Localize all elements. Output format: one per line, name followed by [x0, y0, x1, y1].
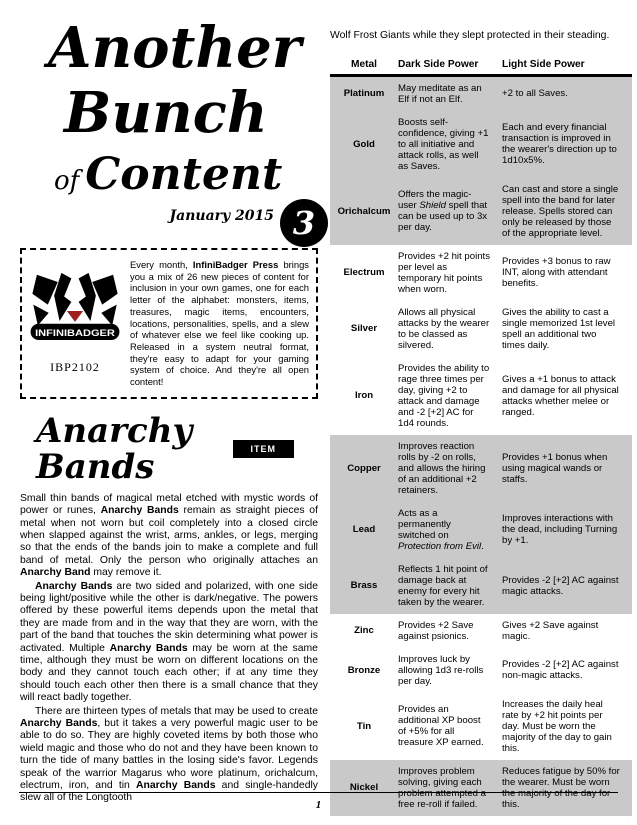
light-side-power-cell: Gives +2 Save against magic. — [502, 619, 599, 642]
table-row — [330, 693, 632, 760]
issue-date: January 2015 — [169, 208, 274, 224]
article-body — [20, 493, 318, 805]
light-side-power-cell: Provides -2 [+2] AC against non-magic attacks. — [502, 659, 619, 682]
dark-side-power-cell: Offers the magic-user Shield spell that can be used up to 3x per day. — [398, 189, 488, 234]
metal-name-cell: Platinum — [343, 88, 385, 100]
metal-name-cell: Brass — [350, 580, 378, 592]
dark-side-power-cell: May meditate as an Elf if not an Elf. — [398, 82, 482, 105]
metal-name-cell: Bronze — [347, 664, 381, 676]
metal-name-cell: Nickel — [349, 782, 379, 794]
dark-side-power-cell: Provides the ability to rage three times per day, giving +2 to attack and damage and -2 [+2] AC for 1d4 rounds. — [398, 362, 490, 429]
light-side-power-cell: +2 to all Saves. — [502, 88, 568, 100]
table-row — [330, 111, 632, 178]
article-title: Anarchy Bands — [36, 410, 193, 487]
issue-number: 3 — [292, 204, 316, 242]
item-type-badge: ITEM — [233, 440, 295, 458]
table-row — [330, 435, 632, 502]
product-code: IBP2102 — [50, 359, 100, 374]
table-row — [330, 502, 632, 558]
masthead-title-line-3 — [54, 150, 318, 206]
table-row — [330, 648, 632, 693]
continued-paragraph: Wolf Frost Giants while they slept protected in their steading. — [330, 30, 610, 41]
table-row — [330, 178, 632, 245]
article-paragraph: Anarchy Bands are two sided and polarized, with one side being light/positive while the other is dark/negative. The powers offered by these powerful items depends upon the metal that they are made from and in the way that they are worn, with the part of the band that touches the skin determining what power is activated. Multiple Anarchy Bands may be worn at the same time, although they must be worn on different locations on the body and they cannot touch each other; if at any time they should touch each other then there is a small chance that they will react badly together. — [20, 580, 318, 704]
table-header-row — [330, 59, 632, 76]
light-side-power-cell: Reduces fatigue by 50% for the wearer. Must be worn the majority of the day for this. — [502, 765, 620, 810]
table-row — [330, 357, 632, 435]
light-side-power-cell: Each and every financial transaction is improved in the wearer's direction up to 1d10x5%. — [502, 122, 617, 167]
metals-table — [330, 59, 632, 816]
dark-side-power-cell: Provides +2 Save against psionics. — [398, 619, 474, 642]
metal-name-cell: Electrum — [343, 267, 385, 279]
metal-name-cell: Gold — [353, 138, 375, 150]
light-side-power-cell: Can cast and store a single spell into the band for later release. Spells stored can only be released by those of the appropriate level. — [502, 183, 619, 239]
column-header-metal: Metal — [330, 59, 398, 76]
dark-side-power-cell: Improves luck by allowing 1d3 re-rolls per day. — [398, 653, 484, 687]
metal-name-cell: Lead — [352, 524, 376, 536]
masthead-title-of: of — [54, 166, 80, 196]
metal-name-cell: Orichalcum — [337, 205, 391, 217]
metal-name-cell: Zinc — [354, 625, 374, 637]
column-header-light: Light Side Power — [502, 59, 632, 76]
dark-side-power-cell: Improves problem solving, giving each problem attempted a free re-roll if failed. — [398, 765, 486, 810]
article-header — [20, 410, 318, 487]
masthead — [20, 15, 318, 242]
dark-side-power-cell: Provides +2 hit points per level as temporary hit points when worn. — [398, 250, 490, 295]
page-number: 1 — [315, 799, 322, 811]
table-row — [330, 245, 632, 301]
dark-side-power-cell: Provides an additional XP boost of +5% for all treasure XP earned. — [398, 704, 484, 749]
publisher-blurb: Every month, InfiniBadger Press brings you a mix of 26 new pieces of content for inclusion in your own games, one for each letter of the alphabet: monsters, items, treasures, magic items, encounters, locations, personalities, spells, and a slew of whatever else we feel like cooking up. Released in a system neutral format, they're easy to adapt for your gaming system of choice. And they're all open content! — [130, 259, 309, 388]
badger-nose — [67, 311, 83, 322]
masthead-title-content: Content — [85, 149, 283, 200]
issue-number-badge — [280, 199, 328, 247]
masthead-title-line-1: Another — [48, 15, 302, 81]
light-side-power-cell: Increases the daily heal rate by +2 hit points per day. Must be worn the majority of the day to gain this. — [502, 698, 612, 754]
table-row — [330, 75, 632, 111]
light-side-power-cell: Provides -2 [+2] AC against magic attacks. — [502, 574, 619, 597]
dark-side-power-cell: Acts as a permanently switched on Protection from Evil. — [398, 507, 484, 552]
dark-side-power-cell: Boosts self-confidence, giving +1 to all initiative and attack rolls, as well as Saves. — [398, 116, 489, 172]
light-side-power-cell: Provides +3 bonus to raw INT, along with attendant benefits. — [502, 256, 611, 290]
right-column — [330, 30, 632, 816]
metal-name-cell: Copper — [347, 462, 381, 474]
metal-name-cell: Silver — [350, 323, 378, 335]
logo-wordmark: INFINIBADGER — [35, 327, 116, 338]
table-row — [330, 558, 632, 614]
dark-side-power-cell: Allows all physical attacks by the wearer to be classed as silvered. — [398, 306, 490, 351]
light-side-power-cell: Gives a +1 bonus to attack and damage for all physical attacks whether melee or ranged. — [502, 373, 619, 418]
dark-side-power-cell: Reflects 1 hit point of damage back at enemy for every hit taken by the wearer. — [398, 563, 488, 608]
table-row — [330, 614, 632, 648]
metals-table-body — [330, 75, 632, 816]
article-paragraph: There are thirteen types of metals that may be used to create Anarchy Bands, but it takes a very powerful magic user to be able to do so. They are highly coveted items by both those who wield magic and those who do not and they have been known to turn the tide of many battles in the losing side's favor. Legends speak of the warrior Magarus who wore platinum, orichalcum, electrum, iron, and tin Anarchy Bands and single-handedly slew all of the Longtooth — [20, 705, 318, 804]
light-side-power-cell: Provides +1 bonus when using magical wands or staffs. — [502, 451, 608, 485]
light-side-power-cell: Improves interactions with the dead, including Turning by +1. — [502, 513, 618, 547]
footer-rule — [19, 792, 618, 793]
dark-side-power-cell: Improves reaction rolls by -2 on rolls, and allows the hiring of an additional +2 retainers. — [398, 440, 486, 496]
left-column — [20, 16, 318, 805]
publisher-logo-block — [29, 272, 121, 375]
column-header-dark: Dark Side Power — [398, 59, 502, 76]
metal-name-cell: Tin — [356, 720, 372, 732]
table-row — [330, 301, 632, 357]
light-side-power-cell: Gives the ability to cast a single memorized 1st level spell an additional two times daily. — [502, 306, 616, 351]
metal-name-cell: Iron — [354, 390, 374, 402]
article-paragraph: Small thin bands of magical metal etched with mystic words of power or runes, Anarchy Bands remain as straight pieces of metal when not worn but coil completely into a closed circle when slapped against the wrist, arms, ankles, or legs, merging so that the ends of the bands join to make a complete and full band of metal. Only the person who originally attaches an Anarchy Band may remove it. — [20, 492, 318, 579]
masthead-title-line-2: Bunch — [64, 80, 268, 146]
infinibadger-logo-icon — [29, 272, 121, 350]
publisher-info-box — [20, 248, 318, 399]
